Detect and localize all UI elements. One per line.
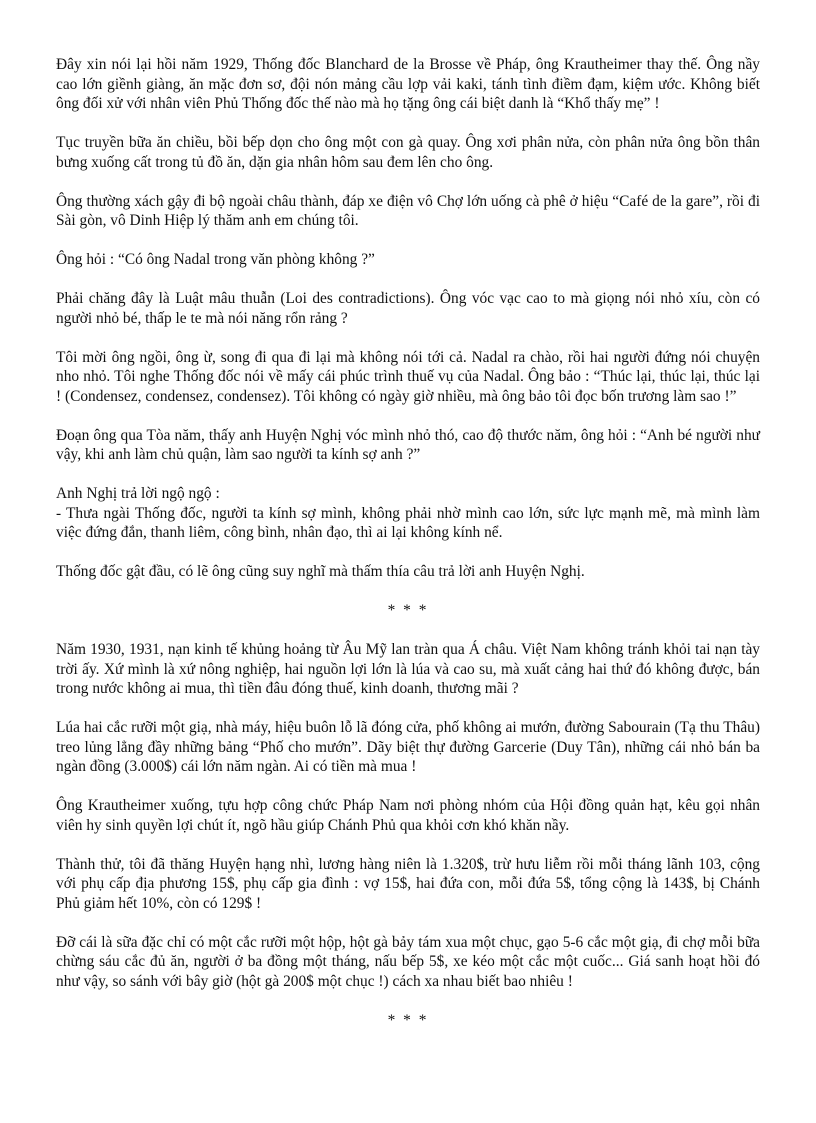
paragraph: Ông thường xách gậy đi bộ ngoài châu thành, đáp xe điện vô Chợ lớn uống cà phê ở hiệu “Café de la gare”, rồi đi Sài gòn, vô Dinh Hiệp lý thăm anh em chúng tôi.: [56, 192, 760, 229]
paragraph: Tôi mời ông ngồi, ông ừ, song đi qua đi lại mà không nói tới cả. Nadal ra chào, rồi hai người đứng nói chuyện nho nhỏ. Tôi nghe Thống đốc nói về mấy cái phúc trình thuế vụ của Nadal. Ông bảo : “Thúc lại, thúc lại, thúc lại ! (Condensez, condensez, condensez). Tôi không có ngày giờ nhiều, mà ông bảo tôi đọc bốn trương làm sao !”: [56, 348, 760, 405]
paragraph: Phải chăng đây là Luật mâu thuẫn (Loi des contradictions). Ông vóc vạc cao to mà giọng nói nhỏ xíu, còn có người nhỏ bé, thấp le te mà nói năng rổn rảng ?: [56, 290, 760, 327]
document-page: [56, 55, 760, 1050]
paragraph: Thống đốc gật đầu, có lẽ ông cũng suy nghĩ mà thấm thía câu trả lời anh Huyện Nghị.: [56, 563, 585, 580]
paragraph: Năm 1930, 1931, nạn kinh tế khủng hoảng từ Âu Mỹ lan tràn qua Á châu. Việt Nam không tránh khỏi tai nạn tày trời ấy. Xứ mình là xứ nông nghiệp, hai nguồn lợi lớn là lúa và cao su, mà xuất cảng hai thứ đó không được, bán trong nước không ai mua, thì tiền đâu đóng thuế, kinh doanh, thương mãi ?: [56, 641, 760, 697]
paragraph: Ông hỏi : “Có ông Nadal trong văn phòng không ?”: [56, 251, 375, 268]
paragraph: Ông Krautheimer xuống, tựu hợp công chức Pháp Nam nơi phòng nhóm của Hội đồng quản hạt, kêu gọi nhân viên hy sinh quyền lợi chút ít, ngõ hầu giúp Chánh Phủ qua khỏi cơn khó khăn nầy.: [56, 797, 760, 834]
paragraph: Thành thử, tôi đã thăng Huyện hạng nhì, lương hàng niên là 1.320$, trừ hưu liễm rồi mỗi tháng lãnh 103, cộng với phụ cấp địa phương 15$, phụ cấp gia đình : vợ 15$, hai đứa con, mỗi đứa 5$, tổng cộng là 143$, bị Chánh Phủ giảm hết 10%, còn có 129$ !: [56, 855, 760, 912]
paragraph: Đoạn ông qua Tòa năm, thấy anh Huyện Nghị vóc mình nhỏ thó, cao độ thước năm, ông hỏi : “Anh bé người như vậy, khi anh làm chủ quận, làm sao người ta kính sợ anh ?”: [56, 426, 760, 463]
paragraph: Tục truyền bữa ăn chiều, bồi bếp dọn cho ông một con gà quay. Ông xơi phân nửa, còn phân nửa ông bồn thân bưng xuống cất trong tủ đồ ăn, dặn gia nhân hôm sau đem lên cho ông.: [56, 134, 760, 171]
section-separator: * * *: [387, 1011, 429, 1029]
paragraph: Đây xin nói lại hồi năm 1929, Thống đốc Blanchard de la Brosse về Pháp, ông Krautheimer thay thế. Ông nầy cao lớn giềnh giàng, ăn mặc đơn sơ, đội nón mảng cầu lợp vải kaki, tánh tình điềm đạm, kiệm ước. Không biết ông đối xử với nhân viên Phủ Thống đốc thế nào mà họ tặng ông cái biệt danh là “Khổ thấy mẹ” !: [56, 56, 760, 112]
paragraph: Lúa hai cắc rưỡi một giạ, nhà máy, hiệu buôn lỗ lã đóng cửa, phố không ai mướn, đường Sabourain (Tạ thu Thâu) treo lủng lẳng đầy những bảng “Phố cho mướn”. Dãy biệt thự đường Garcerie (Duy Tân), những cái nhỏ bán ba ngàn đồng (3.000$) cái lớn năm ngàn. Ai có tiền mà mua !: [56, 719, 760, 775]
section-separator: * * *: [387, 602, 429, 619]
answer-intro: Anh Nghị trả lời ngộ ngộ :: [56, 485, 220, 502]
answer-paragraph: - Thưa ngài Thống đốc, người ta kính sợ mình, không phải nhờ mình cao lớn, sức lực mạnh mẽ, mà mình làm việc đứng đắn, thanh liêm, công bình, nhân đạo, thì ai lại không kính nể.: [56, 504, 760, 541]
paragraph: Đỡ cái là sữa đặc chỉ có một cắc rưỡi một hộp, hột gà bảy tám xua một chục, gạo 5-6 cắc một giạ, đi chợ mỗi bữa chừng sáu cắc đủ ăn, người ở ba đồng một tháng, nấu bếp 5$, xe kéo một cắc một cuốc... Giá sanh hoạt hồi đó như vậy, so sánh với bây giờ (hột gà 200$ một chục !) cách xa nhau biết bao nhiêu !: [56, 933, 760, 990]
